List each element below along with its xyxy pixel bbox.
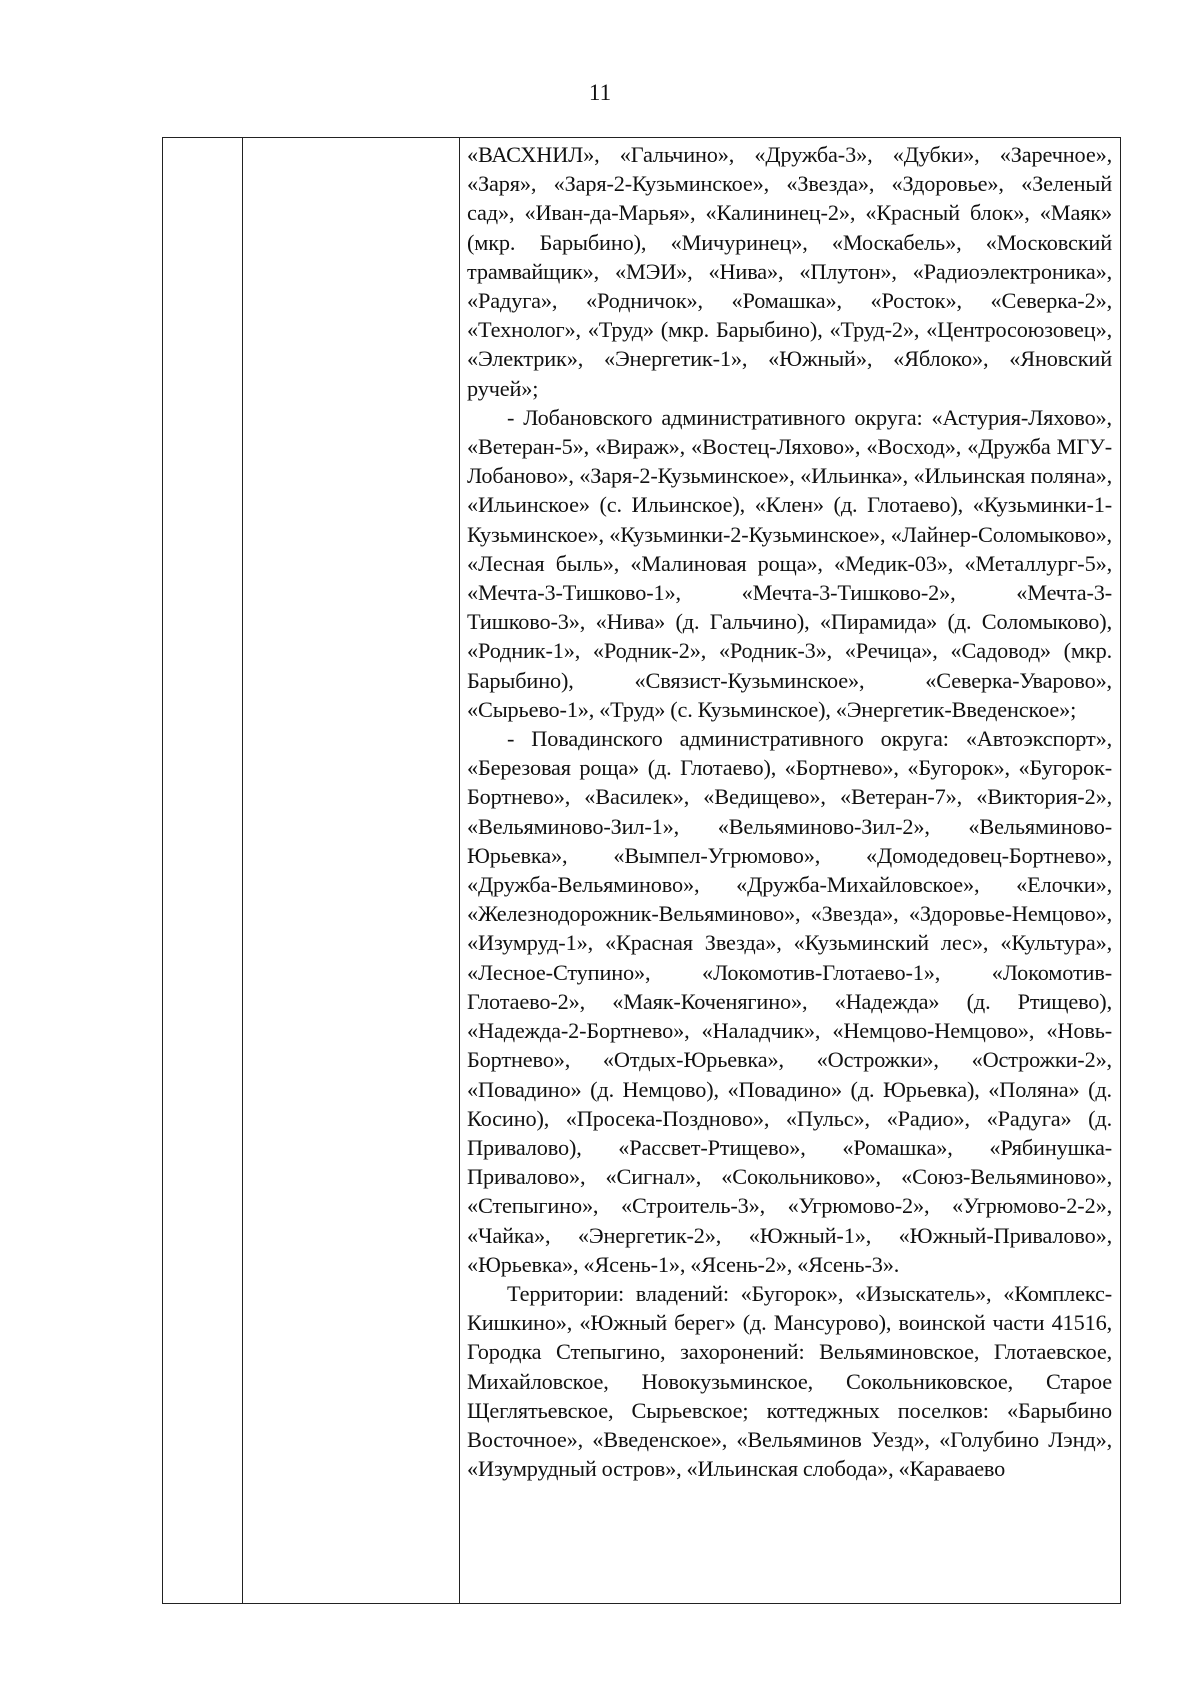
cell-text: [460, 138, 1120, 1483]
paragraph-territories: Территории: владений: «Бугорок», «Изыскатель», «Комплекс-Кишкино», «Южный берег» (д. Мансурово), воинской части 41516, Городка Степыгино, захоронений: Вельяминовское, Глотаевское, Михайловское, Новокузьминское, Сокольниковское, Старое Щеглятьевское, Сырьевское; коттеджных поселков: «Барыбино Восточное», «Введенское», «Вельяминов Уезд», «Голубино Лэнд», «Изумрудный остров», «Ильинская слобода», «Караваево: [467, 1280, 1112, 1482]
table-row: [163, 138, 1121, 1604]
page-number: 11: [588, 80, 612, 105]
paragraph-continuation: «ВАСХНИЛ», «Гальчино», «Дружба-3», «Дубки», «Заречное», «Заря», «Заря-2-Кузьминское», «Звезда», «Здоровье», «Зеленый сад», «Иван-да-Марья», «Калининец-2», «Красный блок», «Маяк» (мкр. Барыбино), «Мичуринец», «Москабель», «Московский трамвайщик», «МЭИ», «Нива», «Плутон», «Радиоэлектроника», «Радуга», «Родничок», «Ромашка», «Росток», «Северка-2», «Технолог», «Труд» (мкр. Барыбино), «Труд-2», «Центросоюзовец», «Электрик», «Энергетик-1», «Южный», «Яблоко», «Яновский ручей»;: [467, 142, 1112, 401]
document-table: [162, 137, 1121, 1604]
table-cell-name: [243, 138, 460, 1604]
paragraph-povadinsky-district: - Повадинского административного округа: «Автоэкспорт», «Березовая роща» (д. Глотаево), «Бортнево», «Бугорок», «Бугорок-Бортнево», «Василек», «Ведищево», «Ветеран-7», «Виктория-2», «Вельяминово-Зил-1», «Вельяминово-Зил-2», «Вельяминово-Юрьевка», «Вымпел-Угрюмово», «Домодедовец-Бортнево», «Дружба-Вельяминово», «Дружба-Михайловское», «Елочки», «Железнодорожник-Вельяминово», «Звезда», «Здоровье-Немцово», «Изумруд-1», «Красная Звезда», «Кузьминский лес», «Культура», «Лесное-Ступино», «Локомотив-Глотаево-1», «Локомотив-Глотаево-2», «Маяк-Коченягино», «Надежда» (д. Ртищево), «Надежда-2-Бортнево», «Наладчик», «Немцово-Немцово», «Новь-Бортнево», «Отдых-Юрьевка», «Острожки», «Острожки-2», «Повадино» (д. Немцово), «Повадино» (д. Юрьевка), «Поляна» (д. Косино), «Просека-Поздново», «Пульс», «Радио», «Радуга» (д. Привалово), «Рассвет-Ртищево», «Ромашка», «Рябинушка-Привалово», «Сигнал», «Сокольниково», «Союз-Вельяминово», «Степыгино», «Строитель-3», «Угрюмово-2», «Угрюмово-2-2», «Чайка», «Энергетик-2», «Южный-1», «Южный-Привалово», «Юрьевка», «Ясень-1», «Ясень-2», «Ясень-3».: [467, 726, 1112, 1277]
table-cell-number: [163, 138, 243, 1604]
paragraph-lobanovsky-district: - Лобановского административного округа: «Астурия-Ляхово», «Ветеран-5», «Вираж», «Востец-Ляхово», «Восход», «Дружба МГУ-Лобаново», «Заря-2-Кузьминское», «Ильинка», «Ильинская поляна», «Ильинское» (с. Ильинское), «Клен» (д. Глотаево), «Кузьминки-1-Кузьминское», «Кузьминки-2-Кузьминское», «Лайнер-Соломыково», «Лесная быль», «Малиновая роща», «Медик-03», «Металлург-5», «Мечта-3-Тишково-1», «Мечта-3-Тишково-2», «Мечта-3-Тишково-3», «Нива» (д. Гальчино), «Пирамида» (д. Соломыково), «Родник-1», «Родник-2», «Родник-3», «Речица», «Садовод» (мкр. Барыбино), «Связист-Кузьминское», «Северка-Уварово», «Сырьево-1», «Труд» (с. Кузьминское), «Энергетик-Введенское»;: [467, 404, 1112, 722]
table-cell-content: [460, 138, 1121, 1604]
